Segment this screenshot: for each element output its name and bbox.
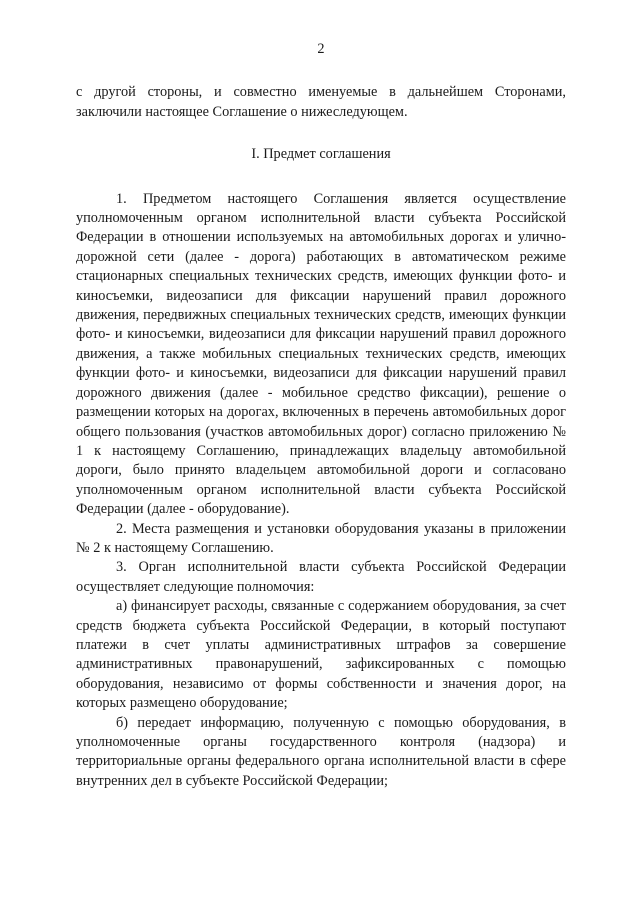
document-page [76, 40, 566, 791]
paragraph-1: 1. Предметом настоящего Соглашения является осуществление уполномоченным органом исполнительной власти субъекта Российской Федерации в отношении используемых на автомобильных дорогах и улично-дорожной сети (далее - дорога) работающих в автоматическом режиме стационарных специальных технических средств, имеющих функции фото- и киносъемки, видеозаписи для фиксации нарушений правил дорожного движения, передвижных специальных технических средств, имеющих функции фото- и киносъемки, видеозаписи для фиксации нарушений правил дорожного движения, а также мобильных специальных технических средств, имеющих функции фото- и киносъемки, видеозаписи для фиксации нарушений правил дорожного движения (далее - мобильное средство фиксации), решение о размещении которых на дорогах, включенных в перечень автомобильных дорог общего пользования (участков автомобильных дорог) согласно приложению № 1 к настоящему Соглашению, принадлежащих владельцу автомобильной дороги, было принято владельцем автомобильной дороги и согласовано уполномоченным органом исполнительной власти субъекта Российской Федерации (далее - оборудование). [76, 190, 566, 518]
paragraph-3a: а) финансирует расходы, связанные с содержанием оборудования, за счет средств бюджета субъекта Российской Федерации, в который поступают платежи в счет уплаты административных штрафов за совершение административных правонарушений, зафиксированных с помощью оборудования, независимо от формы собственности и значения дорог, на которых размещено оборудование; [76, 598, 566, 712]
paragraph-2: 2. Места размещения и установки оборудования указаны в приложении № 2 к настоящему Соглашению. [76, 520, 566, 556]
paragraph-3: 3. Орган исполнительной власти субъекта Российской Федерации осуществляет следующие полномочия: [76, 559, 566, 595]
section-title: I. Предмет соглашения [251, 146, 391, 163]
page-number: 2 [317, 41, 325, 57]
intro-paragraph: с другой стороны, и совместно именуемые в дальнейшем Сторонами, заключили настоящее Соглашение о нижеследующем. [76, 84, 566, 120]
paragraph-3b: б) передает информацию, полученную с помощью оборудования, в уполномоченные органы государственного контроля (надзора) и территориальные органы федерального органа исполнительной власти в сфере внутренних дел в субъекте Российской Федерации; [76, 714, 566, 789]
